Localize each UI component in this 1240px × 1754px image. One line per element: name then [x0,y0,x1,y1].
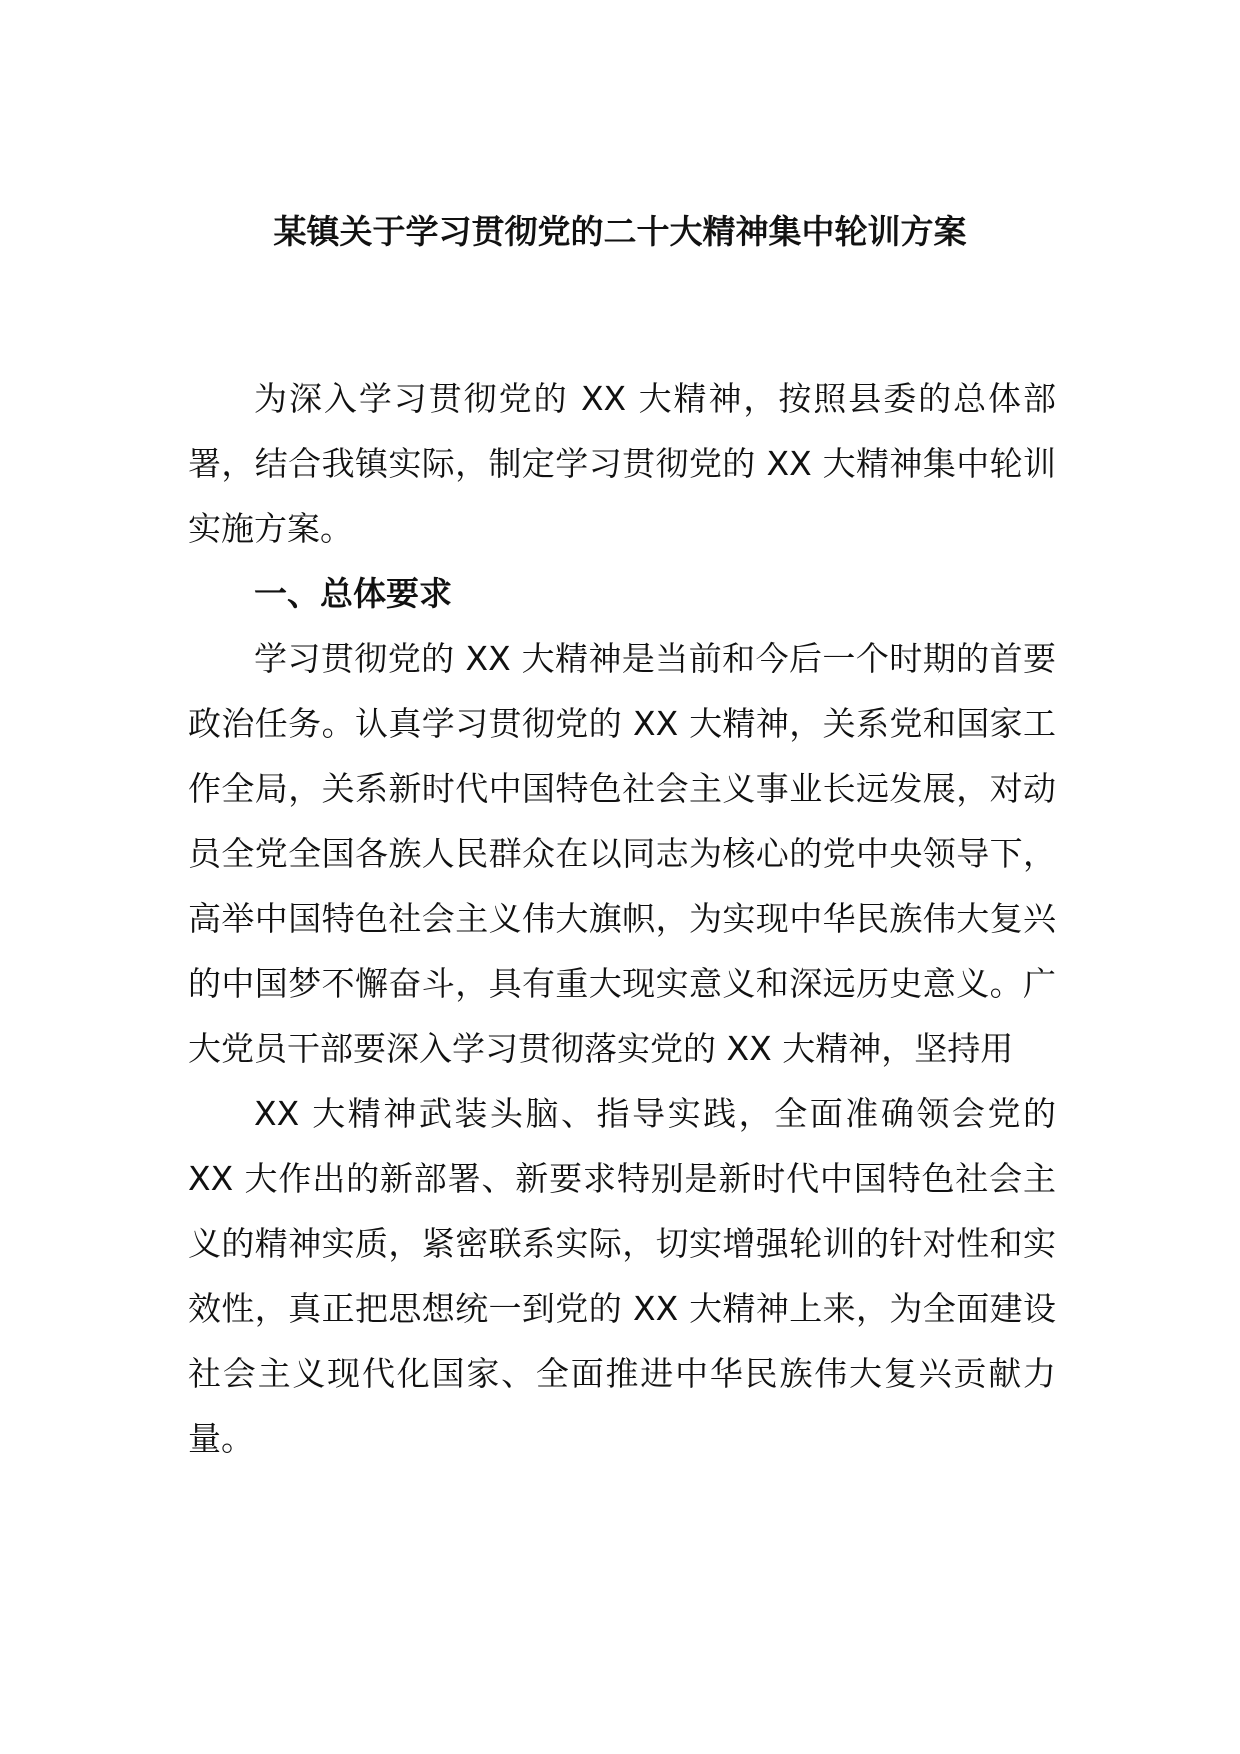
document-title: 某镇关于学习贯彻党的二十大精神集中轮训方案 [273,212,967,251]
body-paragraph: 学习贯彻党的 XX 大精神是当前和今后一个时期的首要政治任务。认真学习贯彻党的 XX 大精神，关系党和国家工作全局，关系新时代中国特色社会主义事业长远发展，对动员全党全国各族人民群众在以同志为核心的党中央领导下，高举中国特色社会主义伟大旗帜，为实现中华民族伟大复兴的中国梦不懈奋斗，具有重大现实意义和深远历史意义。广大党员干部要深入学习贯彻落实党的 XX 大精神，坚持用 [188,639,1056,1068]
document-body [188,366,1056,1471]
intro-paragraph: 为深入学习贯彻党的 XX 大精神，按照县委的总体部署，结合我镇实际，制定学习贯彻党的 XX 大精神集中轮训实施方案。 [188,379,1056,548]
section-heading: 一、总体要求 [254,574,452,613]
body-paragraph: XX 大精神武装头脑、指导实践，全面准确领会党的 XX 大作出的新部署、新要求特别是新时代中国特色社会主义的精神实质，紧密联系实际，切实增强轮训的针对性和实效性，真正把思想统一到党的 XX 大精神上来，为全面建设社会主义现代化国家、全面推进中华民族伟大复兴贡献力量。 [188,1094,1056,1458]
